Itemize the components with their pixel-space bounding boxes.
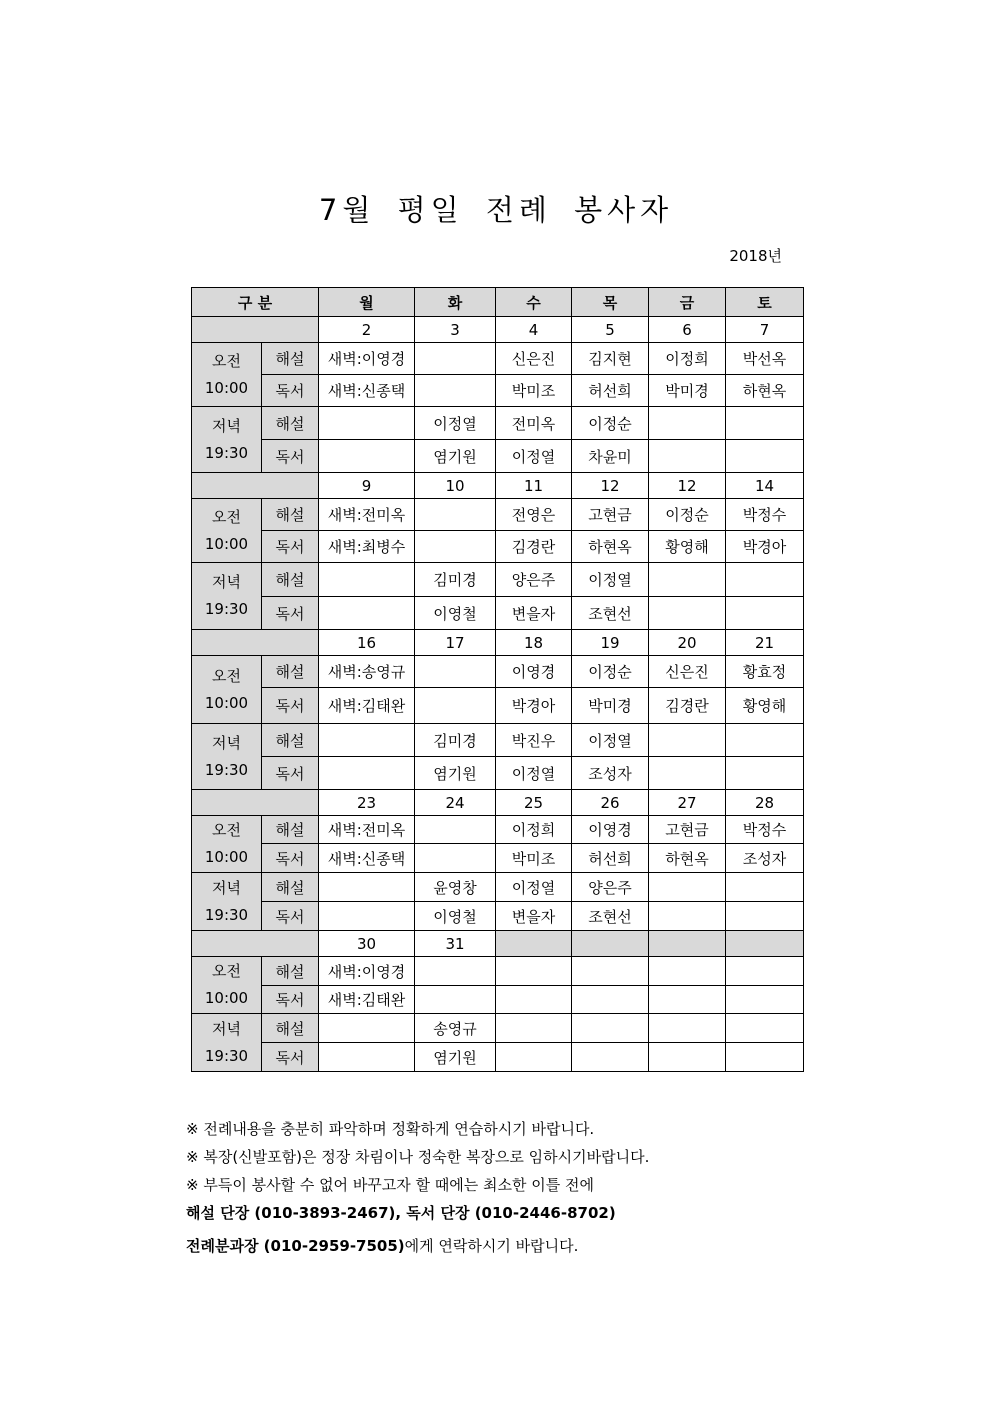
role-label-reading: 독서 <box>262 986 319 1014</box>
assignee-cell-mon <box>319 873 415 902</box>
morning-reading-row <box>192 531 804 563</box>
evening-reading-row <box>192 597 804 630</box>
role-label-reading: 독서 <box>262 440 319 473</box>
assignee-cell-mon <box>319 902 415 931</box>
assignee-cell-sat <box>726 957 804 986</box>
assignee-cell-fri <box>649 986 726 1014</box>
date-row <box>192 931 804 957</box>
assignee-cell-wed: 김경란 <box>496 531 572 563</box>
assignee-cell-fri <box>649 563 726 597</box>
role-label-commentary: 해설 <box>262 724 319 757</box>
assignee-cell-wed <box>496 957 572 986</box>
morning-reading-row <box>192 986 804 1014</box>
assignee-cell-tue: 염기원 <box>415 440 496 473</box>
assignee-cell-thu: 허선희 <box>572 375 649 407</box>
assignee-cell-fri <box>649 757 726 790</box>
role-label-commentary: 해설 <box>262 343 319 375</box>
date-cell-tue: 24 <box>415 790 496 816</box>
evening-time-cell <box>192 407 262 473</box>
assignee-cell-fri: 이정희 <box>649 343 726 375</box>
assignee-cell-sat <box>726 757 804 790</box>
evening-reading-row <box>192 757 804 790</box>
assignee-cell-thu: 이정순 <box>572 656 649 688</box>
assignee-cell-wed: 이정열 <box>496 757 572 790</box>
assignee-cell-thu: 이정열 <box>572 724 649 757</box>
morning-time-cell <box>192 816 262 873</box>
date-row-spacer <box>192 931 319 957</box>
date-cell-thu: 12 <box>572 473 649 499</box>
note-line: ※ 전례내용을 충분히 파악하며 정확하게 연습하시기 바랍니다. <box>186 1120 595 1138</box>
assignee-cell-tue: 김미경 <box>415 563 496 597</box>
day-header-thu: 목 <box>572 288 649 317</box>
assignee-cell-wed: 이영경 <box>496 656 572 688</box>
assignee-cell-sat: 황효정 <box>726 656 804 688</box>
role-label-commentary: 해설 <box>262 957 319 986</box>
assignee-cell-wed: 박미조 <box>496 375 572 407</box>
assignee-cell-tue <box>415 688 496 724</box>
role-label-reading: 독서 <box>262 757 319 790</box>
role-label-reading: 독서 <box>262 902 319 931</box>
assignee-cell-sat: 박경아 <box>726 531 804 563</box>
assignee-cell-fri <box>649 902 726 931</box>
assignee-cell-mon: 새벽:송영규 <box>319 656 415 688</box>
day-header-wed: 수 <box>496 288 572 317</box>
assignee-cell-sat <box>726 440 804 473</box>
assignee-cell-wed: 변을자 <box>496 597 572 630</box>
schedule-table <box>191 287 804 1072</box>
assignee-cell-wed: 전영은 <box>496 499 572 531</box>
date-row <box>192 317 804 343</box>
date-cell-wed: 25 <box>496 790 572 816</box>
session-label: 저녁 <box>212 416 241 435</box>
assignee-cell-mon: 새벽:이영경 <box>319 343 415 375</box>
assignee-cell-tue: 송영규 <box>415 1014 496 1043</box>
assignee-cell-sat <box>726 986 804 1014</box>
assignee-cell-mon: 새벽:김태완 <box>319 688 415 724</box>
morning-time-cell <box>192 343 262 407</box>
assignee-cell-wed: 이정열 <box>496 873 572 902</box>
assignee-cell-tue <box>415 375 496 407</box>
evening-time-cell <box>192 873 262 931</box>
morning-time-cell <box>192 957 262 1014</box>
day-header-mon: 월 <box>319 288 415 317</box>
assignee-cell-thu: 하현옥 <box>572 531 649 563</box>
date-cell-mon: 16 <box>319 630 415 656</box>
assignee-cell-mon <box>319 724 415 757</box>
role-label-commentary: 해설 <box>262 563 319 597</box>
assignee-cell-tue: 이정열 <box>415 407 496 440</box>
assignee-cell-sat <box>726 407 804 440</box>
assignee-cell-sat <box>726 724 804 757</box>
day-header-fri: 금 <box>649 288 726 317</box>
date-cell-mon: 30 <box>319 931 415 957</box>
assignee-cell-mon <box>319 563 415 597</box>
morning-commentary-row <box>192 343 804 375</box>
assignee-cell-tue <box>415 957 496 986</box>
assignee-cell-fri: 하현옥 <box>649 844 726 873</box>
year-label: 2018년 <box>729 247 782 265</box>
evening-reading-row <box>192 902 804 931</box>
assignee-cell-fri: 박미경 <box>649 375 726 407</box>
assignee-cell-mon: 새벽:이영경 <box>319 957 415 986</box>
assignee-cell-fri <box>649 1043 726 1072</box>
assignee-cell-wed: 신은진 <box>496 343 572 375</box>
date-row-spacer <box>192 790 319 816</box>
date-cell-thu: 19 <box>572 630 649 656</box>
date-row-spacer <box>192 317 319 343</box>
assignee-cell-tue: 이영철 <box>415 902 496 931</box>
day-header-sat: 토 <box>726 288 804 317</box>
evening-commentary-row <box>192 873 804 902</box>
evening-reading-row <box>192 440 804 473</box>
date-cell-fri: 27 <box>649 790 726 816</box>
date-cell-sat: 14 <box>726 473 804 499</box>
assignee-cell-sat <box>726 1014 804 1043</box>
session-time: 19:30 <box>204 905 249 924</box>
assignee-cell-thu: 허선희 <box>572 844 649 873</box>
assignee-cell-mon <box>319 757 415 790</box>
assignee-cell-tue <box>415 656 496 688</box>
date-cell-sat: 7 <box>726 317 804 343</box>
assignee-cell-mon: 새벽:전미옥 <box>319 499 415 531</box>
assignee-cell-tue <box>415 986 496 1014</box>
date-row <box>192 473 804 499</box>
assignee-cell-wed <box>496 1043 572 1072</box>
assignee-cell-mon: 새벽:최병수 <box>319 531 415 563</box>
session-label: 저녁 <box>212 878 241 897</box>
date-cell-tue: 17 <box>415 630 496 656</box>
assignee-cell-tue <box>415 343 496 375</box>
schedule-body <box>192 288 804 1072</box>
session-label: 저녁 <box>212 1019 241 1038</box>
date-row <box>192 790 804 816</box>
assignee-cell-thu: 조현선 <box>572 597 649 630</box>
assignee-cell-tue <box>415 844 496 873</box>
assignee-cell-sat: 박정수 <box>726 499 804 531</box>
assignee-cell-wed <box>496 1014 572 1043</box>
date-cell-sat: 28 <box>726 790 804 816</box>
role-label-commentary: 해설 <box>262 816 319 844</box>
session-label: 오전 <box>212 666 241 685</box>
assignee-cell-tue: 윤영창 <box>415 873 496 902</box>
evening-commentary-row <box>192 563 804 597</box>
evening-time-cell <box>192 563 262 630</box>
assignee-cell-thu: 고현금 <box>572 499 649 531</box>
session-time: 19:30 <box>204 443 249 462</box>
evening-time-cell <box>192 1014 262 1072</box>
assignee-cell-thu: 이영경 <box>572 816 649 844</box>
assignee-cell-thu <box>572 957 649 986</box>
date-cell-thu: 26 <box>572 790 649 816</box>
session-label: 오전 <box>212 507 241 526</box>
assignee-cell-wed: 박진우 <box>496 724 572 757</box>
date-cell-fri: 20 <box>649 630 726 656</box>
role-label-reading: 독서 <box>262 375 319 407</box>
date-cell-fri: 6 <box>649 317 726 343</box>
contact-line-chief <box>186 1232 649 1260</box>
date-cell-sat: 21 <box>726 630 804 656</box>
date-cell-thu <box>572 931 649 957</box>
assignee-cell-thu <box>572 1043 649 1072</box>
assignee-cell-mon <box>319 1043 415 1072</box>
session-time: 19:30 <box>204 760 249 779</box>
assignee-cell-mon: 새벽:신종택 <box>319 375 415 407</box>
assignee-cell-tue: 염기원 <box>415 1043 496 1072</box>
role-label-commentary: 해설 <box>262 407 319 440</box>
assignee-cell-fri: 신은진 <box>649 656 726 688</box>
morning-time-cell <box>192 656 262 724</box>
session-label: 저녁 <box>212 733 241 752</box>
session-time: 19:30 <box>204 600 249 618</box>
assignee-cell-thu <box>572 986 649 1014</box>
assignee-cell-mon <box>319 407 415 440</box>
note-line: ※ 부득이 봉사할 수 없어 바꾸고자 할 때에는 최소한 이틀 전에 <box>186 1176 595 1194</box>
date-cell-sat <box>726 931 804 957</box>
morning-commentary-row <box>192 816 804 844</box>
assignee-cell-thu: 조현선 <box>572 902 649 931</box>
evening-commentary-row <box>192 724 804 757</box>
assignee-cell-mon <box>319 597 415 630</box>
role-label-reading: 독서 <box>262 688 319 724</box>
assignee-cell-thu: 양은주 <box>572 873 649 902</box>
evening-commentary-row <box>192 407 804 440</box>
role-label-commentary: 해설 <box>262 1014 319 1043</box>
morning-reading-row <box>192 688 804 724</box>
role-label-commentary: 해설 <box>262 873 319 902</box>
date-row-spacer <box>192 473 319 499</box>
role-label-reading: 독서 <box>262 1043 319 1072</box>
assignee-cell-fri: 김경란 <box>649 688 726 724</box>
date-cell-tue: 3 <box>415 317 496 343</box>
assignee-cell-sat: 황영해 <box>726 688 804 724</box>
morning-commentary-row <box>192 656 804 688</box>
assignee-cell-sat <box>726 597 804 630</box>
assignee-cell-sat <box>726 1043 804 1072</box>
assignee-cell-fri <box>649 597 726 630</box>
day-header-tue: 화 <box>415 288 496 317</box>
morning-reading-row <box>192 375 804 407</box>
session-label: 오전 <box>212 351 241 370</box>
date-cell-wed: 18 <box>496 630 572 656</box>
session-time: 10:00 <box>204 989 249 1007</box>
session-time: 19:30 <box>204 1046 249 1065</box>
date-cell-wed <box>496 931 572 957</box>
date-cell-fri: 12 <box>649 473 726 499</box>
assignee-cell-mon: 새벽:신종택 <box>319 844 415 873</box>
morning-time-cell <box>192 499 262 563</box>
date-cell-mon: 9 <box>319 473 415 499</box>
evening-commentary-row <box>192 1014 804 1043</box>
assignee-cell-fri <box>649 957 726 986</box>
role-label-reading: 독서 <box>262 844 319 873</box>
assignee-cell-tue <box>415 531 496 563</box>
assignee-cell-wed: 박경아 <box>496 688 572 724</box>
chief-contact: 전례분과장 (010-2959-7505) <box>186 1237 405 1255</box>
session-time: 10:00 <box>204 534 249 553</box>
assignee-cell-thu: 김지현 <box>572 343 649 375</box>
assignee-cell-fri: 황영해 <box>649 531 726 563</box>
role-label-commentary: 해설 <box>262 499 319 531</box>
date-row <box>192 630 804 656</box>
date-cell-wed: 11 <box>496 473 572 499</box>
evening-time-cell <box>192 724 262 790</box>
assignee-cell-wed: 전미옥 <box>496 407 572 440</box>
assignee-cell-mon <box>319 440 415 473</box>
assignee-cell-wed <box>496 986 572 1014</box>
morning-commentary-row <box>192 957 804 986</box>
morning-commentary-row <box>192 499 804 531</box>
assignee-cell-tue <box>415 816 496 844</box>
assignee-cell-fri <box>649 440 726 473</box>
assignee-cell-wed: 이정희 <box>496 816 572 844</box>
assignee-cell-wed: 이정열 <box>496 440 572 473</box>
contact-line-leaders: 해설 단장 (010-3893-2467), 독서 단장 (010-2446-8702) <box>186 1204 616 1222</box>
session-time: 10:00 <box>204 693 249 712</box>
notes-section <box>186 1115 649 1260</box>
assignee-cell-sat <box>726 873 804 902</box>
assignee-cell-sat: 하현옥 <box>726 375 804 407</box>
role-label-reading: 독서 <box>262 531 319 563</box>
assignee-cell-thu: 차윤미 <box>572 440 649 473</box>
assignee-cell-sat: 박정수 <box>726 816 804 844</box>
session-time: 10:00 <box>204 848 249 866</box>
assignee-cell-thu: 조성자 <box>572 757 649 790</box>
assignee-cell-fri <box>649 1014 726 1043</box>
contact-suffix: 에게 연락하시기 바랍니다. <box>404 1237 579 1255</box>
assignee-cell-thu: 이정순 <box>572 407 649 440</box>
assignee-cell-tue: 이영철 <box>415 597 496 630</box>
assignee-cell-wed: 변을자 <box>496 902 572 931</box>
date-cell-tue: 31 <box>415 931 496 957</box>
assignee-cell-tue: 김미경 <box>415 724 496 757</box>
role-label-reading: 독서 <box>262 597 319 630</box>
assignee-cell-fri <box>649 407 726 440</box>
session-label: 저녁 <box>212 573 241 591</box>
role-label-commentary: 해설 <box>262 656 319 688</box>
assignee-cell-tue <box>415 499 496 531</box>
date-cell-mon: 2 <box>319 317 415 343</box>
header-row <box>192 288 804 317</box>
assignee-cell-fri: 고현금 <box>649 816 726 844</box>
session-label: 오전 <box>212 962 241 980</box>
session-label: 오전 <box>212 821 241 839</box>
date-cell-fri <box>649 931 726 957</box>
date-cell-mon: 23 <box>319 790 415 816</box>
assignee-cell-wed: 양은주 <box>496 563 572 597</box>
evening-reading-row <box>192 1043 804 1072</box>
assignee-cell-tue: 염기원 <box>415 757 496 790</box>
assignee-cell-sat <box>726 902 804 931</box>
assignee-cell-fri: 이정순 <box>649 499 726 531</box>
category-header: 구 분 <box>192 288 319 317</box>
assignee-cell-thu: 박미경 <box>572 688 649 724</box>
date-cell-wed: 4 <box>496 317 572 343</box>
assignee-cell-mon: 새벽:전미옥 <box>319 816 415 844</box>
note-line: ※ 복장(신발포함)은 정장 차림이나 정숙한 복장으로 임하시기바랍니다. <box>186 1148 650 1166</box>
assignee-cell-mon <box>319 1014 415 1043</box>
page-title: 7월 평일 전례 봉사자 <box>318 193 674 227</box>
assignee-cell-fri <box>649 724 726 757</box>
session-time: 10:00 <box>204 378 249 397</box>
assignee-cell-mon: 새벽:김태완 <box>319 986 415 1014</box>
assignee-cell-fri <box>649 873 726 902</box>
assignee-cell-thu: 이정열 <box>572 563 649 597</box>
morning-reading-row <box>192 844 804 873</box>
assignee-cell-sat: 조성자 <box>726 844 804 873</box>
assignee-cell-thu <box>572 1014 649 1043</box>
assignee-cell-sat <box>726 563 804 597</box>
assignee-cell-sat: 박선옥 <box>726 343 804 375</box>
date-cell-thu: 5 <box>572 317 649 343</box>
assignee-cell-wed: 박미조 <box>496 844 572 873</box>
date-row-spacer <box>192 630 319 656</box>
date-cell-tue: 10 <box>415 473 496 499</box>
